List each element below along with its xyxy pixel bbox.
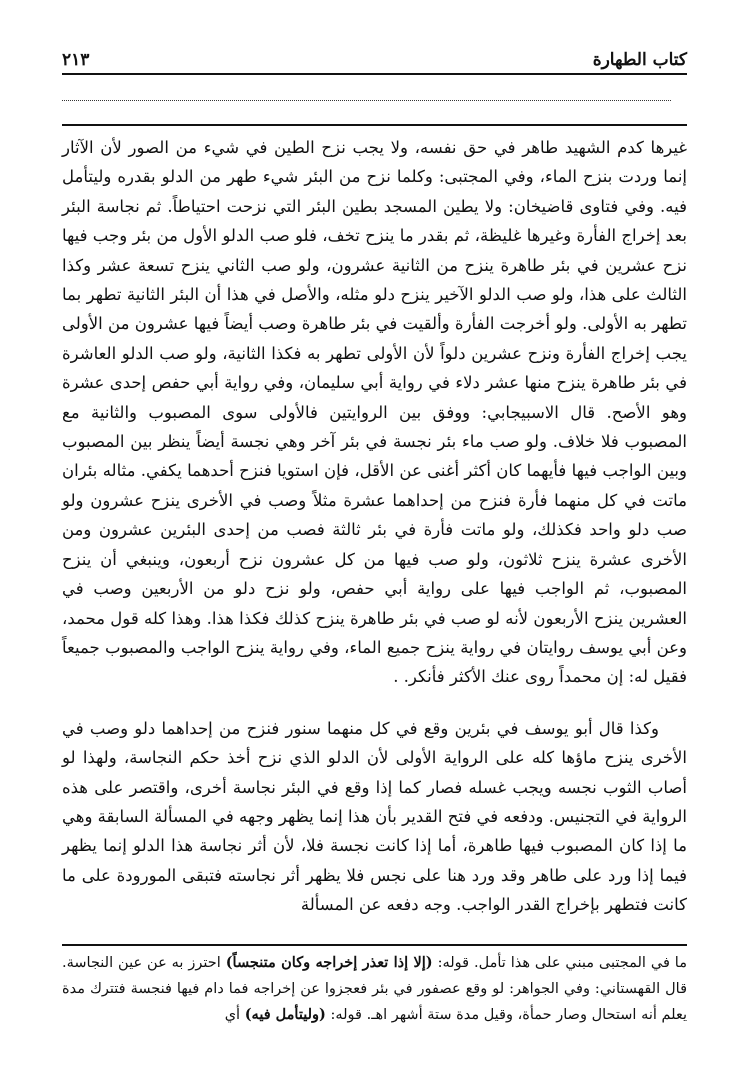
- paragraph: غيرها كدم الشهيد طاهر في حق نفسه، ولا يجب نزح الطين في شيء من الصور لأن الآثار إنما وردت بنزح الماء، وفي المجتبى: وكلما نزح من البئر شيء طهر من الدلو بقدره وليتأمل فيه. وفي فتاوى قاضيخان: ولا يطين المسجد بطين البئر التي نزحت احتياطاً. ثم نجاسة البئر بعد إخراج الفأرة وغيرها غليظة، ثم بقدر ما ينزح تخف، فلو صب الدلو الأول من بئر وجب فيها نزح عشرين في بئر طاهرة ينزح من الثانية عشرون، ولو صب الثاني ينزح تسعة عشر وكذا الثالث على هذا، ولو صب الدلو الآخير ينزح دلو مثله، والأصل في هذا أن البئر الثانية تطهر بما تطهر به الأولى. ولو أخرجت الفأرة وألقيت في بئر طاهرة وصب أيضاً فيها عشرون من الأولى يجب إخراج الفأرة ونزح عشرين دلواً لأن الأولى تطهر به فكذا الثانية، ولو صب الدلو العاشرة في بئر طاهرة ينزح منها عشر دلاء في رواية أبي سليمان، وفي رواية أبي حفص إحدى عشرة وهو الأصح. قال الاسبيجابي: ووفق بين الروايتين فالأولى سوى المصبوب والثانية مع المصبوب فلا خلاف. ولو صب ماء بئر نجسة في بئر آخر وهي نجسة أيضاً ينظر بين المصبوب وبين الواجب فيها فأيهما كان أكثر أغنى عن الأقل، فإن استويا فنزح أحدهما يكفي. مثاله بئران ماتت في كل منهما فأرة فنزح من إحداهما عشرة مثلاً وصب في الأخرى ينزح عشرون ولو صب دلو واحد فكذلك، ولو ماتت فأرة في بئر ثالثة فصب من إحدى البئرين عشرون ومن الأخرى عشرة ينزح ثلاثون، ولو صب فيها من كل عشرون نزح أربعون، وينبغي أن ينزح المصبوب، ثم الواجب فيها على رواية أبي حفص، ولو نزح دلو من الأربعين وصب في العشرين ينزح الأربعون لأنه لو صب في بئر طاهرة ينزح كذلك فكذا هذا. وهذا كله قول محمد، وعن أبي يوسف روايتان في رواية ينزح جميع الماء، وفي رواية ينزح الواجب والمصبوب جميعاً فقيل له: إن محمداً روى عنك الأكثر فأنكر. .: [62, 138, 688, 687]
- dotted-divider: [62, 100, 671, 101]
- footnotes: [62, 950, 687, 1028]
- running-title: كتاب الطهارة: [592, 50, 687, 70]
- footnote-segment: احترز به عن عين النجاسة. قال القهستاني: وفي الجواهر: لو وقع عصفور في بئر فعجزوا عن إخراجه فما دام فيها فنجسة فتترك مدة يعلم أنه استحال وصار حمأة، وقيل مدة ستة أشهر اهـ. قوله:: [62, 955, 687, 1023]
- footnote-quote: (إلا إذا تعذر إخراجه وكان متنجساً): [225, 954, 433, 971]
- footnote-segment: أي: [224, 1007, 245, 1023]
- section-rule: [62, 124, 687, 126]
- main-text: [62, 133, 687, 920]
- page-number: ٢١٣: [62, 50, 90, 70]
- paragraph: وكذا قال أبو يوسف في بئرين وقع في كل منهما سنور فنزح من إحداهما دلو وصب في الأخرى ينزح ماؤها كله على الرواية الأولى لأن الدلو الذي نزح أخذ حكم النجاسة، ولهذا لو أصاب الثوب نجسه ويجب غسله فصار كما إذا وقع في البئر نجاسة أخرى، واقتصر على هذه الرواية في التجنيس. ودفعه في فتح القدير بأن هذا إنما يظهر وجهه في المسألة السابقة وهي ما إذا كان المصبوب فيها طاهرة، أما إذا كانت نجسة فلا، لأن أثر نجاسة هذا الدلو إنما يظهر فيما إذا ورد على طاهر وقد ورد هنا على نجس فلا يظهر أثر نجاسته فتبقى المورودة على ما كانت فتطهر بإخراج القدر الواجب. وجه دفعه عن المسألة: [62, 718, 687, 915]
- header-rule: [62, 73, 687, 75]
- footnote-quote: (وليتأمل فيه): [244, 1006, 326, 1023]
- footnote-text: [62, 950, 687, 1028]
- footnote-segment: ما في المجتبى مبني على هذا تأمل. قوله:: [432, 955, 687, 971]
- page-header: [62, 42, 687, 70]
- footnote-rule: [62, 944, 687, 946]
